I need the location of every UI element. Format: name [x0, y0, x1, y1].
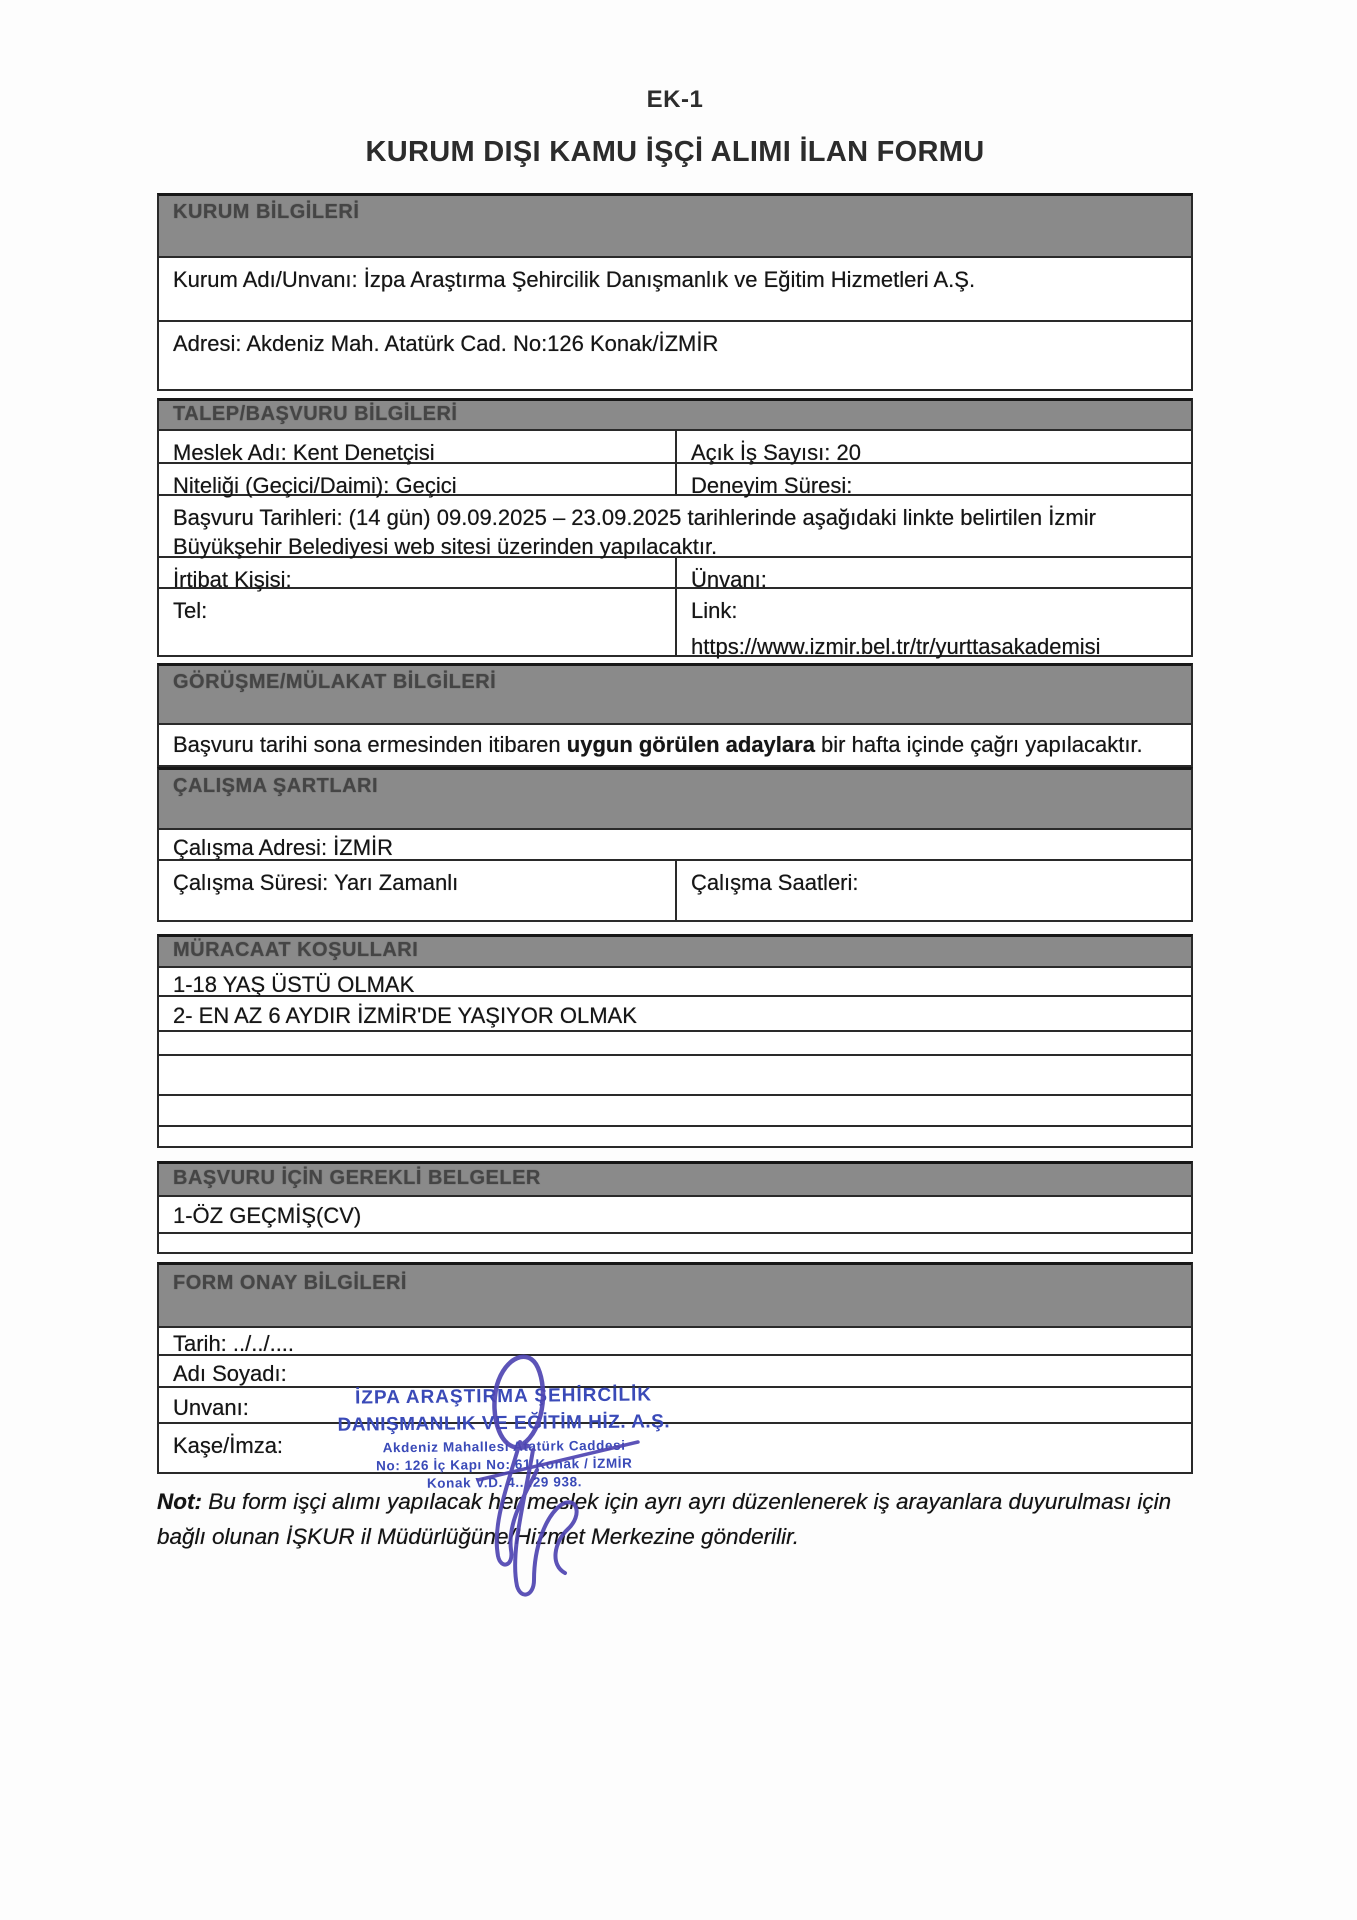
row-meslek [159, 431, 1191, 464]
gorusme-text-bold: uygun görülen adaylara [566, 732, 815, 757]
link-url: https://www.izmir.bel.tr/tr/yurttasakademisi [691, 634, 1101, 659]
field-meslek-adi: Meslek Adı: Kent Denetçisi [173, 440, 435, 465]
field-tarih: Tarih: ../../.... [159, 1328, 1191, 1356]
section-gerekli-belgeler [157, 1161, 1193, 1254]
form-document [157, 0, 1193, 1554]
footer-note [157, 1484, 1193, 1554]
field-link [675, 589, 1191, 659]
footer-note-rest: Bu form işçi alımı yapılacak her meslek için ayrı ayrı düzenlenerek iş arayanlara duyurulması için [201, 1489, 1172, 1514]
empty-row [159, 1096, 1191, 1127]
empty-row [159, 1032, 1191, 1056]
field-adresi: Adresi: Akdeniz Mah. Atatürk Cad. No:126 Konak/İZMİR [173, 331, 719, 356]
row-niteligi [159, 464, 1191, 496]
field-acik-is-sayisi: Açık İş Sayısı: 20 [675, 431, 1191, 462]
section-header-gorusme-mulakat: GÖRÜŞME/MÜLAKAT BİLGİLERİ [159, 666, 1191, 725]
gorusme-text-suffix: bir hafta içinde çağrı yapılacaktır. [814, 732, 1143, 757]
footer-note-line1 [157, 1484, 1193, 1519]
section-header-kurum-bilgileri: KURUM BİLGİLERİ [159, 196, 1191, 258]
form-table [157, 193, 1193, 1474]
field-unvani-onay: Unvanı: [159, 1388, 1191, 1424]
gorusme-text-prefix: Başvuru tarihi sona ermesinden itibaren [173, 732, 567, 757]
stamp-line-3: Akdeniz Mahallesi Atatürk Caddesi [382, 1437, 626, 1456]
field-kosul-1: 1-18 YAŞ ÜSTÜ OLMAK [159, 968, 1191, 997]
row-irtibat [159, 558, 1191, 592]
field-adi-soyadi: Adı Soyadı: [159, 1356, 1191, 1388]
section-header-form-onay: FORM ONAY BİLGİLERİ [159, 1265, 1191, 1328]
section-gorusme-mulakat [157, 663, 1193, 767]
field-unvani-talep: Ünvanı: [675, 558, 1191, 587]
field-basvuru-tarihleri: Başvuru Tarihleri: (14 gün) 09.09.2025 – 23.09.2025 tarihlerinde aşağıdaki linkte belirtilen İzmir Büyükşehir Belediyesi web sitesi üzerinden yapılacaktır. [159, 496, 1191, 558]
document-tag: EK-1 [646, 86, 704, 113]
field-calisma-adresi: Çalışma Adresi: İZMİR [159, 830, 1191, 861]
field-gorusme-text [159, 725, 1191, 765]
section-form-onay [157, 1262, 1193, 1474]
row-tel-link [159, 589, 1191, 659]
section-header-gerekli-belgeler: BAŞVURU İÇİN GEREKLİ BELGELER [159, 1164, 1191, 1197]
field-deneyim-suresi: Deneyim Süresi: [675, 464, 1191, 494]
footer-note-line2: bağlı olunan İŞKUR il Müdürlüğüne/Hizmet Merkezine gönderilir. [157, 1524, 799, 1549]
section-header-talep-basvuru: TALEP/BAŞVURU BİLGİLERİ [159, 401, 1191, 431]
stamp-line-1: İZPA ARAŞTIRMA ŞEHİRCİLİK [354, 1384, 653, 1409]
section-calisma-sartlari [157, 767, 1193, 922]
section-muracaat-kosullari [157, 934, 1193, 1148]
empty-row [159, 1234, 1191, 1252]
stamp-line-2: DANIŞMANLIK VE EĞİTİM HİZ. A.Ş. [337, 1411, 671, 1436]
field-calisma-saatleri: Çalışma Saatleri: [675, 861, 1191, 920]
link-label: Link: [691, 598, 738, 623]
empty-row [159, 1127, 1191, 1146]
section-talep-basvuru [157, 398, 1193, 657]
section-kurum-bilgileri [157, 193, 1193, 391]
row-calisma-suresi [159, 861, 1191, 920]
field-calisma-suresi: Çalışma Süresi: Yarı Zamanlı [173, 870, 459, 895]
section-header-muracaat-kosullari: MÜRACAAT KOŞULLARI [159, 937, 1191, 968]
page-title: KURUM DIŞI KAMU İŞÇİ ALIMI İLAN FORMU [365, 136, 985, 168]
field-kase-imza: Kaşe/İmza: [173, 1433, 284, 1458]
footer-note-bold: Not: [157, 1489, 202, 1514]
empty-row [159, 1056, 1191, 1096]
field-niteligi: Niteliği (Geçici/Daimi): Geçici [173, 473, 457, 498]
field-tel: Tel: [173, 598, 208, 623]
stamp-line-5: Konak V.D. 4.. .29 938. [426, 1474, 583, 1491]
field-irtibat-kisisi: İrtibat Kişisi: [173, 567, 292, 592]
field-kurum-adi: Kurum Adı/Unvanı: İzpa Araştırma Şehircilik Danışmanlık ve Eğitim Hizmetleri A.Ş. [159, 258, 1191, 322]
section-header-calisma-sartlari: ÇALIŞMA ŞARTLARI [159, 770, 1191, 830]
field-kosul-2: 2- EN AZ 6 AYDIR İZMİR'DE YAŞIYOR OLMAK [159, 997, 1191, 1032]
stamp-line-4: No: 126 İç Kapı No: 61 Konak / İZMİR [376, 1455, 633, 1474]
field-belge-1: 1-ÖZ GEÇMİŞ(CV) [159, 1197, 1191, 1234]
